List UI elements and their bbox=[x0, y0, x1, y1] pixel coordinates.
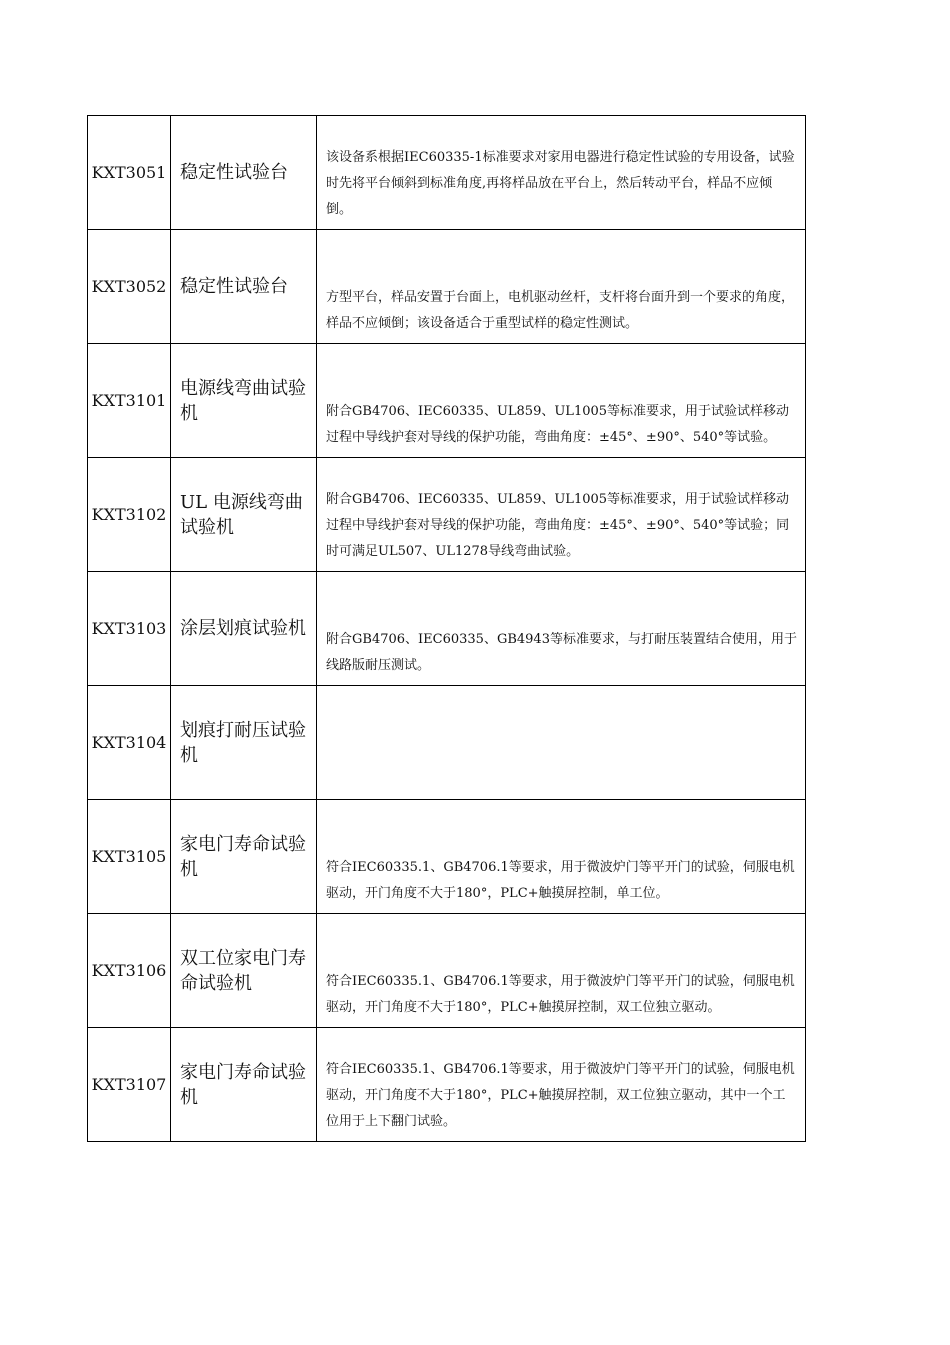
product-name: 双工位家电门寿命试验机 bbox=[171, 914, 317, 1028]
product-name: 电源线弯曲试验机 bbox=[171, 344, 317, 458]
product-description-text: 方型平台，样品安置于台面上，电机驱动丝杆，支杆将台面升到一个要求的角度，样品不应倾倒；该设备适合于重型试样的稳定性测试。 bbox=[326, 290, 795, 331]
product-description bbox=[317, 914, 806, 1028]
product-description-text: 附合GB4706、IEC60335、GB4943等标准要求，与打耐压装置结合使用，用于线路版耐压测试。 bbox=[326, 632, 797, 673]
table-row bbox=[88, 686, 806, 800]
product-name: 划痕打耐压试验机 bbox=[171, 686, 317, 800]
product-code: KXT3107 bbox=[88, 1028, 171, 1142]
table-row bbox=[88, 914, 806, 1028]
product-description-text: 符合IEC60335.1、GB4706.1等要求，用于微波炉门等平开门的试验，伺服电机驱动，开门角度不大于180°，PLC+触摸屏控制，双工位独立驱动，其中一个工位用于上下翻门试验。 bbox=[326, 1062, 795, 1129]
product-description bbox=[317, 116, 806, 230]
product-name: 家电门寿命试验机 bbox=[171, 800, 317, 914]
product-name: UL 电源线弯曲试验机 bbox=[171, 458, 317, 572]
product-description-text: 附合GB4706、IEC60335、UL859、UL1005等标准要求，用于试验试样移动过程中导线护套对导线的保护功能，弯曲角度：±45°、±90°、540°等试验。 bbox=[326, 404, 790, 445]
product-description-text: 符合IEC60335.1、GB4706.1等要求，用于微波炉门等平开门的试验，伺服电机驱动，开门角度不大于180°，PLC+触摸屏控制，单工位。 bbox=[326, 860, 795, 901]
product-description bbox=[317, 230, 806, 344]
table-row bbox=[88, 230, 806, 344]
table-row bbox=[88, 572, 806, 686]
product-description bbox=[317, 686, 806, 800]
table-row bbox=[88, 116, 806, 230]
product-code: KXT3106 bbox=[88, 914, 171, 1028]
product-code: KXT3052 bbox=[88, 230, 171, 344]
product-name: 稳定性试验台 bbox=[171, 116, 317, 230]
product-description-text: 附合GB4706、IEC60335、UL859、UL1005等标准要求，用于试验试样移动过程中导线护套对导线的保护功能，弯曲角度：±45°、±90°、540°等试验；同时可满足UL507、UL1278导线弯曲试验。 bbox=[326, 492, 790, 559]
product-table bbox=[87, 115, 806, 1142]
table-row bbox=[88, 1028, 806, 1142]
product-spec-sheet bbox=[87, 115, 805, 1142]
product-code: KXT3104 bbox=[88, 686, 171, 800]
product-code: KXT3051 bbox=[88, 116, 171, 230]
product-code: KXT3101 bbox=[88, 344, 171, 458]
product-code: KXT3102 bbox=[88, 458, 171, 572]
table-row bbox=[88, 344, 806, 458]
product-description-text: 该设备系根据IEC60335-1标准要求对家用电器进行稳定性试验的专用设备，试验时先将平台倾斜到标准角度,再将样品放在平台上，然后转动平台，样品不应倾倒。 bbox=[326, 150, 795, 217]
product-code: KXT3103 bbox=[88, 572, 171, 686]
product-description-text: 符合IEC60335.1、GB4706.1等要求，用于微波炉门等平开门的试验，伺服电机驱动，开门角度不大于180°，PLC+触摸屏控制，双工位独立驱动。 bbox=[326, 974, 795, 1015]
table-row bbox=[88, 800, 806, 914]
product-name: 稳定性试验台 bbox=[171, 230, 317, 344]
product-code: KXT3105 bbox=[88, 800, 171, 914]
product-name: 涂层划痕试验机 bbox=[171, 572, 317, 686]
product-description bbox=[317, 800, 806, 914]
product-description bbox=[317, 572, 806, 686]
product-description bbox=[317, 458, 806, 572]
product-description bbox=[317, 344, 806, 458]
product-name: 家电门寿命试验机 bbox=[171, 1028, 317, 1142]
product-description bbox=[317, 1028, 806, 1142]
table-row bbox=[88, 458, 806, 572]
